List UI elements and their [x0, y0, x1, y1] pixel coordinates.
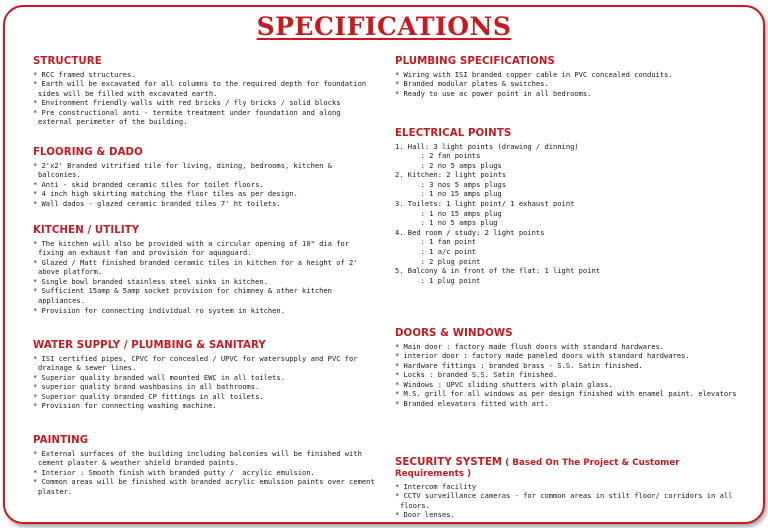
spec-item: * Single bowl branded stainless steel sinks in kitchen.: [33, 276, 268, 286]
spec-item: * Sufficient 15amp & 5amp socket provision for chimney & other kitchen appliances.: [33, 286, 337, 306]
electrical-point-line: : 1 plug point: [395, 275, 481, 285]
spec-item: * Anti - skid branded ceramic tiles for toilet floors.: [33, 179, 264, 189]
section-heading: [395, 56, 740, 67]
spec-item: * RCC framed structures.: [33, 69, 136, 79]
spec-item: * CCTV surveillance cameras - for common areas in stilt floor/ corridors in all floors.: [395, 491, 737, 510]
spec-item: * Provision for connecting washing machine.: [33, 401, 217, 411]
electrical-point-line: : 2 no 5 amps plugs: [395, 160, 502, 170]
electrical-point-line: : 1 no 5 amps plug: [395, 218, 498, 228]
spec-item: * interior door : factory made paneled doors with standard hardwares.: [395, 351, 690, 361]
spec-item: * The kitchen will also be provided with a circular opening of 10" dia for fixing an exhaust fan and provision for aquaguard.: [33, 238, 354, 258]
electrical-point-line: : 1 no 15 amps plug: [395, 208, 502, 218]
section-heading: [395, 128, 740, 139]
spec-item: * Earth will be excavated for all columns to the required depth for foundation sides will be filled with excavated earth.: [33, 79, 371, 98]
section-heading-text: ELECTRICAL POINTS: [395, 128, 512, 139]
section-flooring-dado: [33, 147, 378, 208]
spec-item: * 4 inch high skirting matching the floor tiles as per design.: [33, 189, 298, 199]
section-heading: [33, 56, 378, 67]
spec-item: * ISI certified pipes, CPVC for concealed / UPVC for watersupply and PVC for drainage & sewer lines.: [33, 353, 362, 373]
section-kitchen-utility: [33, 225, 378, 315]
spec-item: * Door lenses.: [395, 510, 455, 520]
spec-item: * Intercom facility: [395, 481, 477, 491]
electrical-point-line: : 1 no 15 amps plug: [395, 189, 502, 199]
spec-item: * Locks : branded S.S. Satin finished.: [395, 370, 558, 380]
section-heading-text: PAINTING: [33, 435, 89, 446]
spec-item: * Superior quality branded CP fittings in all toilets.: [33, 391, 264, 401]
electrical-point-line: : 1 a/c point: [395, 247, 477, 257]
spec-item: * Interior : Smooth finish with branded putty / acrylic emulsion.: [33, 467, 315, 477]
spec-item: * Provision for connecting individual ro system in kitchen.: [33, 305, 285, 315]
spec-item: * Wall dados - glazed ceramic branded tiles 7' ht toilets.: [33, 198, 281, 208]
spec-item: * External surfaces of the building including balconies will be finished with cement plaster & weather shield branded paints.: [33, 448, 367, 468]
section-plumbing-specifications: [395, 56, 740, 98]
section-heading-text: WATER SUPPLY / PLUMBING & SANITARY: [33, 340, 266, 351]
spec-item: * Branded modular plates & switches.: [395, 79, 549, 89]
spec-item: * superior quality brand washbasins in all bathrooms.: [33, 382, 260, 392]
electrical-point-line: 5. Balcony & in front of the flat: 1 light point: [395, 266, 600, 276]
spec-item: * Common areas will be finished with branded acrylic emulsion paints over cement plaster.: [33, 477, 379, 496]
spec-item: * Glazed / Matt finished branded ceramic tiles in kitchen for a height of 2' above platform.: [33, 257, 362, 277]
electrical-point-line: : 1 fan point: [395, 237, 477, 247]
section-heading: [33, 225, 378, 236]
section-heading-text: KITCHEN / UTILITY: [33, 225, 140, 236]
page-title: SPECIFICATIONS: [256, 12, 512, 41]
section-heading: [395, 328, 740, 339]
section-heading-text: SECURITY SYSTEM: [395, 457, 503, 468]
spec-item: * M.S. grill for all windows as per design finished with enamel paint. elevators: [395, 389, 737, 399]
spec-item: * Pre constructional anti - termite treatment under foundation and along external perimeter of the building.: [33, 107, 345, 127]
section-heading-text: PLUMBING SPECIFICATIONS: [395, 56, 555, 67]
spec-item: * Environment friendly walls with red bricks / fly bricks / solid blocks: [33, 98, 341, 108]
electrical-point-line: : 2 plug point: [395, 256, 481, 266]
section-heading: [33, 147, 378, 158]
section-heading: [395, 457, 740, 479]
section-heading: [33, 435, 378, 446]
electrical-point-line: : 3 nos 5 amps plugs: [395, 179, 507, 189]
spec-item: * Wiring with ISI branded copper cable in PVC concealed conduits.: [395, 69, 673, 79]
spec-item: * Hardware fittings : branded brass - S.S. Satin finished.: [395, 360, 643, 370]
section-heading-text: DOORS & WINDOWS: [395, 328, 513, 339]
spec-item: * Superior quality branded wall mounted EWC in all toilets.: [33, 372, 285, 382]
section-heading-note: ( Based On The Project & Customer Requirements ): [395, 458, 680, 479]
spec-item: * 2'x2' Branded vitrified tile for living, dining, bedrooms, kitchen & balconies.: [33, 160, 337, 180]
spec-item: * Ready to use ac power point in all bedrooms.: [395, 88, 592, 98]
section-security-system: [395, 457, 740, 520]
section-electrical-points: [395, 128, 740, 285]
section-heading-text: STRUCTURE: [33, 56, 102, 67]
spec-item: * Main door : factory made flush doors with standard hardwares.: [395, 341, 665, 351]
section-structure: [33, 56, 378, 127]
section-heading-text: FLOORING & DADO: [33, 147, 143, 158]
electrical-point-line: 4. Bed room / study: 2 light points: [395, 227, 545, 237]
section-doors-windows: [395, 328, 740, 409]
spec-item: * Branded elevators fitted with art.: [395, 399, 549, 409]
section-heading: [33, 340, 378, 351]
spec-item: * Windows : UPVC sliding shutters with plain glass.: [395, 379, 613, 389]
electrical-point-line: 3. Toilets: 1 light point/ 1 exhaust point: [395, 199, 575, 209]
section-painting: [33, 435, 378, 496]
electrical-point-line: : 2 fan points: [395, 151, 481, 161]
electrical-point-line: 2. Kitchen: 2 light points: [395, 170, 507, 180]
section-water-supply: [33, 340, 378, 411]
electrical-point-line: 1. Hall: 3 light points (drawing / dinning): [395, 141, 579, 151]
